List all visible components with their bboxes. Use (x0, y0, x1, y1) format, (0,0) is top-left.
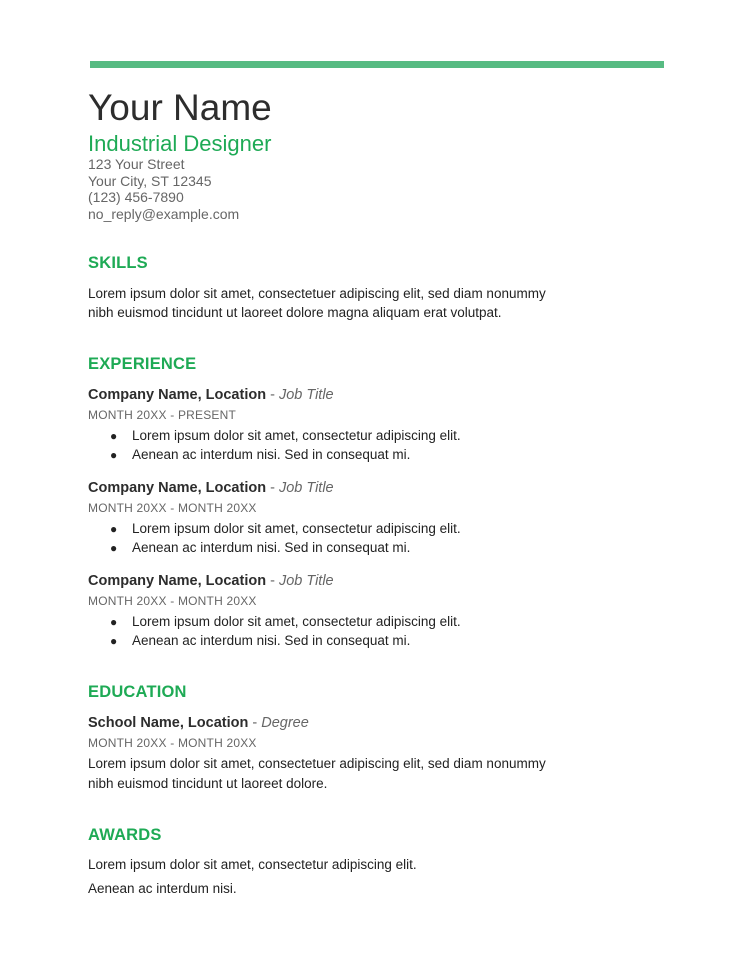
contact-email: no_reply@example.com (88, 206, 240, 222)
skills-line: nibh euismod tincidunt ut laoreet dolore magna aliquam erat volutpat. (88, 305, 502, 320)
bullet-item (110, 538, 410, 558)
school-name: School Name, Location (88, 715, 249, 731)
experience-entry-header (88, 479, 334, 497)
top-accent-bar (90, 61, 664, 68)
contact-city: Your City, ST 12345 (88, 173, 212, 189)
bullet-dot: ● (110, 429, 118, 443)
bullet-dot: ● (110, 448, 118, 462)
awards-line: Aenean ac interdum nisi. (88, 881, 237, 896)
bullet-item (110, 426, 461, 446)
separator: - (266, 573, 279, 589)
candidate-name: Your Name (88, 87, 272, 128)
experience-entry-header (88, 386, 334, 404)
awards-line: Lorem ipsum dolor sit amet, consectetur adipiscing elit. (88, 857, 417, 872)
job-title: Job Title (278, 387, 334, 403)
company-name: Company Name, Location (88, 387, 267, 403)
bullet-text: Aenean ac interdum nisi. Sed in consequat mi. (132, 447, 411, 462)
skills-line: Lorem ipsum dolor sit amet, consectetuer adipiscing elit, sed diam nonummy (88, 286, 546, 301)
education-line: nibh euismod tincidunt ut laoreet dolore. (88, 776, 328, 791)
bullet-item (110, 519, 461, 539)
employment-dates: MONTH 20XX - PRESENT (88, 408, 237, 422)
education-line: Lorem ipsum dolor sit amet, consectetuer adipiscing elit, sed diam nonummy (88, 756, 546, 771)
bullet-item (110, 612, 461, 632)
separator: - (266, 387, 279, 403)
bullet-item (110, 631, 410, 651)
contact-street: 123 Your Street (88, 156, 185, 172)
bullet-dot: ● (110, 522, 118, 536)
bullet-dot: ● (110, 615, 118, 629)
education-heading: EDUCATION (88, 683, 187, 701)
bullet-text: Aenean ac interdum nisi. Sed in consequat mi. (132, 540, 411, 555)
degree: Degree (261, 715, 309, 731)
bullet-item (110, 445, 410, 465)
bullet-text: Lorem ipsum dolor sit amet, consectetur adipiscing elit. (132, 614, 461, 629)
skills-heading: SKILLS (88, 254, 148, 272)
separator: - (266, 480, 279, 496)
experience-heading: EXPERIENCE (88, 355, 197, 373)
candidate-role: Industrial Designer (88, 131, 272, 156)
employment-dates: MONTH 20XX - MONTH 20XX (88, 501, 257, 515)
awards-heading: AWARDS (88, 826, 162, 844)
job-title: Job Title (278, 480, 334, 496)
bullet-dot: ● (110, 634, 118, 648)
contact-phone: (123) 456-7890 (88, 189, 184, 205)
bullet-text: Aenean ac interdum nisi. Sed in consequat mi. (132, 633, 411, 648)
education-entry-header (88, 714, 309, 732)
bullet-text: Lorem ipsum dolor sit amet, consectetur adipiscing elit. (132, 521, 461, 536)
company-name: Company Name, Location (88, 573, 267, 589)
job-title: Job Title (278, 573, 334, 589)
education-dates: MONTH 20XX - MONTH 20XX (88, 736, 257, 750)
employment-dates: MONTH 20XX - MONTH 20XX (88, 594, 257, 608)
company-name: Company Name, Location (88, 480, 267, 496)
bullet-dot: ● (110, 541, 118, 555)
bullet-text: Lorem ipsum dolor sit amet, consectetur adipiscing elit. (132, 428, 461, 443)
separator: - (248, 715, 262, 731)
experience-entry-header (88, 572, 334, 590)
